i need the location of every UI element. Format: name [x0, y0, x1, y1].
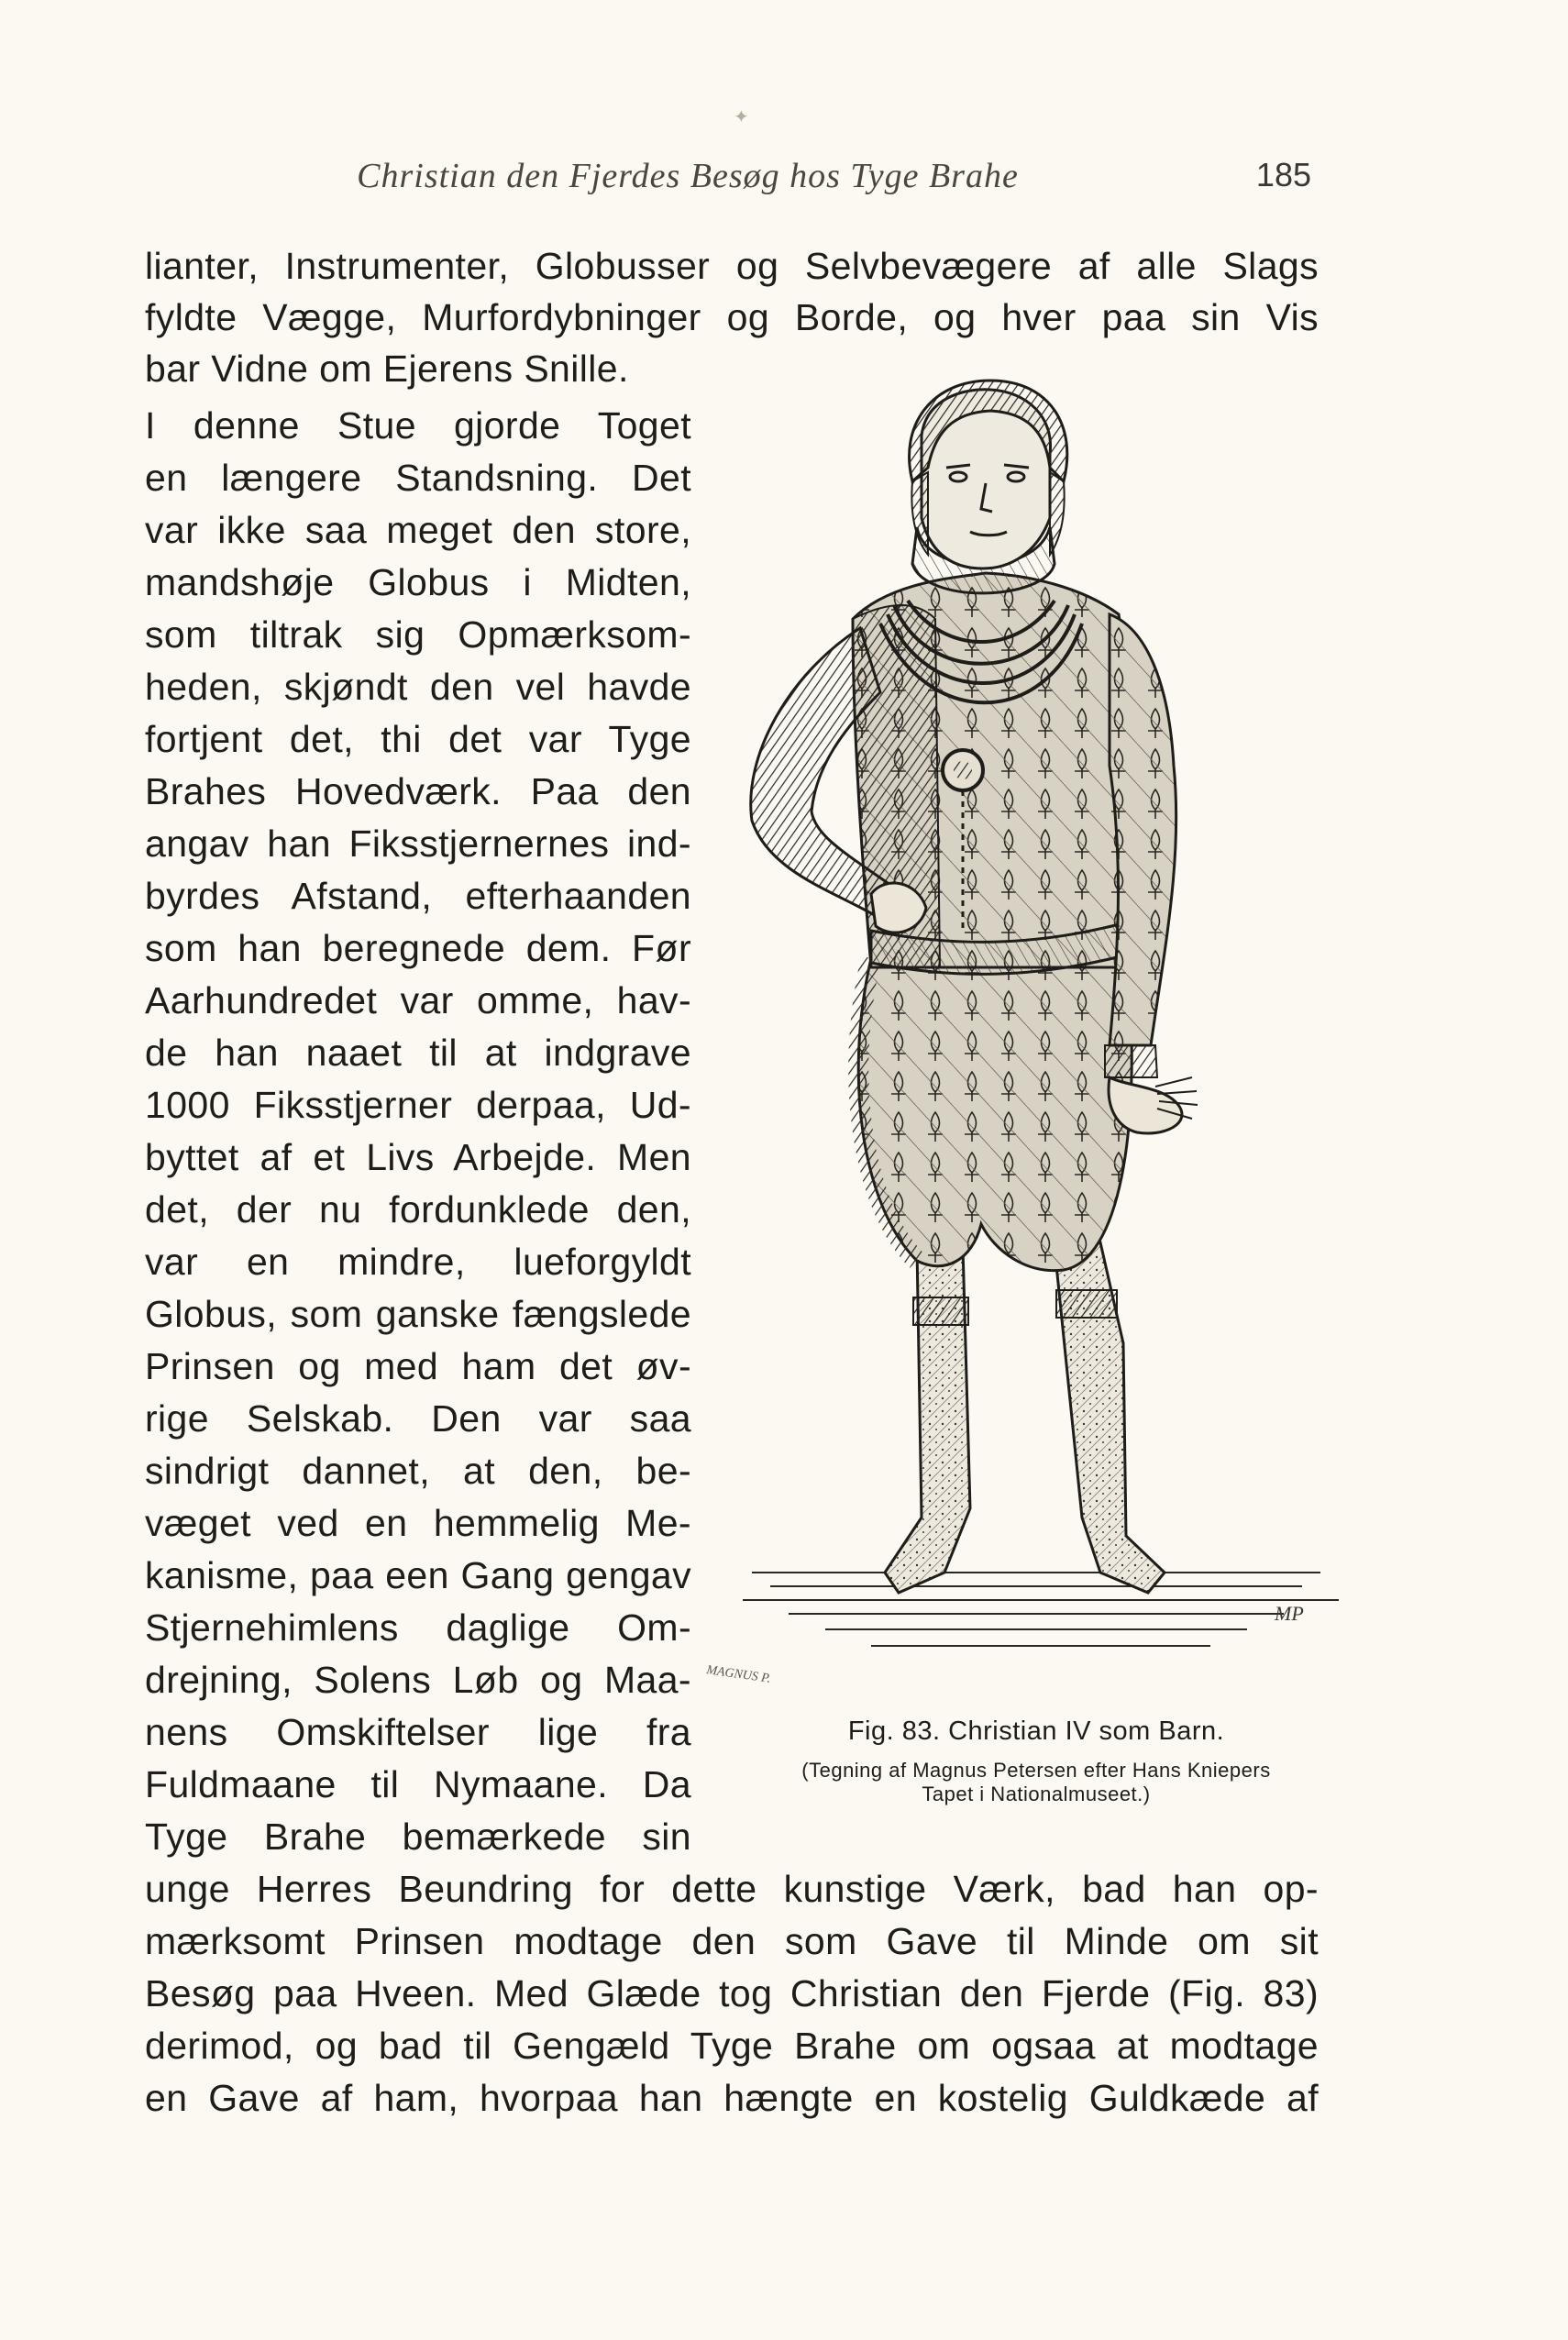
text-line: var ikke saa meget den store,: [145, 509, 691, 551]
ground-hatching: [743, 1573, 1339, 1646]
figure-caption-title: Fig. 83. Christian IV som Barn.: [847, 1716, 1225, 1746]
text-line: de han naaet til at indgrave: [145, 1032, 691, 1074]
text-line: som tiltrak sig Opmærksom-: [145, 613, 691, 656]
text-line: Prinsen og med ham det øv-: [145, 1345, 691, 1387]
text-line: lianter, Instrumenter, Globusser og Selvbevægere af alle Slags: [145, 245, 1319, 287]
text-line: en længere Standsning. Det: [145, 457, 691, 499]
page-number: 185: [1255, 156, 1311, 193]
text-line: Besøg paa Hveen. Med Glæde tog Christian den Fjerde (Fig. 83): [145, 1972, 1319, 2014]
text-line: heden, skjøndt den vel havde: [145, 666, 691, 708]
text-line: væget ved en hemmelig Me-: [145, 1502, 691, 1544]
text-line: Tyge Brahe bemærkede sin: [145, 1816, 691, 1858]
text-line: Aarhundredet var omme, hav-: [145, 979, 691, 1021]
page-smudge: ✦: [734, 107, 749, 127]
text-line: Brahes Hovedværk. Paa den: [145, 770, 691, 812]
boy-portrait-engraving: [705, 381, 1339, 1710]
text-line: sindrigt dannet, at den, be-: [145, 1450, 691, 1492]
text-line: det, der nu fordunklede den,: [145, 1188, 691, 1231]
text-line: derimod, og bad til Gengæld Tyge Brahe om ogsaa at modtage: [145, 2025, 1319, 2067]
text-line: byttet af et Livs Arbejde. Men: [145, 1136, 691, 1178]
caption-credit-line-1: (Tegning af Magnus Petersen efter Hans Kniepers: [801, 1759, 1271, 1782]
text-line: Stjernehimlens daglige Om-: [145, 1606, 691, 1649]
text-line: Fuldmaane til Nymaane. Da: [145, 1763, 691, 1805]
caption-credit-line-2: Tapet i Nationalmuseet.): [922, 1783, 1151, 1805]
text-line: mandshøje Globus i Midten,: [145, 561, 691, 603]
text-line: I denne Stue gjorde Toget: [145, 404, 691, 447]
figure-caption-credit: [734, 1759, 1339, 1806]
engraver-monogram: MP: [1275, 1602, 1304, 1625]
text-line: kanisme, paa een Gang gengav: [145, 1554, 691, 1596]
text-line: var en mindre, lueforgyldt: [145, 1241, 691, 1283]
text-line: fortjent det, thi det var Tyge: [145, 718, 691, 760]
text-line: bar Vidne om Ejerens Snille.: [145, 348, 629, 390]
text-line: mærksomt Prinsen modtage den som Gave til Minde om sit: [145, 1920, 1319, 1962]
figure-83-illustration: [705, 381, 1339, 1710]
text-line: nens Omskiftelser lige fra: [145, 1711, 691, 1753]
text-line: byrdes Afstand, efterhaanden: [145, 875, 691, 917]
engraver-signature: MAGNUS P.: [705, 1663, 772, 1686]
text-line: unge Herres Beundring for dette kunstige Værk, bad han op-: [145, 1868, 1319, 1910]
text-line: 1000 Fiksstjerner derpaa, Ud-: [145, 1084, 691, 1126]
text-line: som han beregnede dem. Før: [145, 927, 691, 969]
text-line: drejning, Solens Løb og Maa-: [145, 1659, 691, 1701]
text-line: Globus, som ganske fængslede: [145, 1293, 691, 1335]
text-line: fyldte Vægge, Murfordybninger og Borde, og hver paa sin Vis: [145, 296, 1319, 338]
running-head: [147, 156, 1320, 202]
text-line: angav han Fiksstjernernes ind-: [145, 822, 691, 865]
text-line: rige Selskab. Den var saa: [145, 1397, 691, 1440]
text-line: en Gave af ham, hvorpaa han hængte en kostelig Guldkæde af: [145, 2077, 1319, 2119]
running-title: Christian den Fjerdes Besøg hos Tyge Brahe: [357, 157, 1019, 195]
